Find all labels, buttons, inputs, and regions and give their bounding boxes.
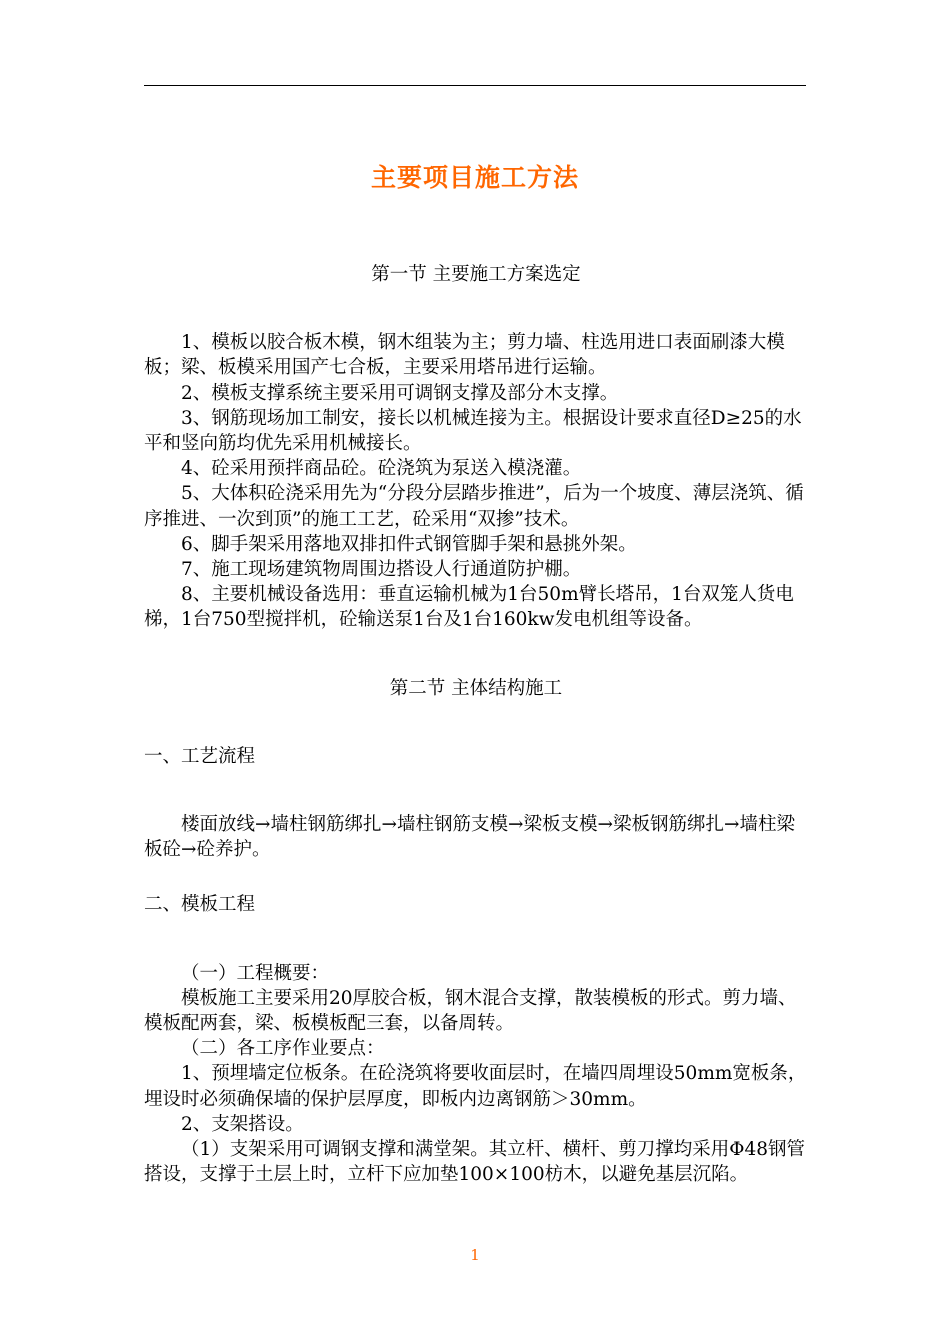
document-body bbox=[144, 262, 808, 1187]
formwork-heading: 二、模板工程 bbox=[144, 894, 256, 916]
section-1-item: 3、钢筋现场加工制安，接长以机械连接为主。根据设计要求直径D≥25的水平和竖向筋均优先采用机械接长。 bbox=[144, 407, 802, 455]
formwork-line: 2、支架搭设。 bbox=[181, 1113, 304, 1135]
document-title: 主要项目施工方法 bbox=[370, 163, 579, 192]
formwork-line: （二）各工序作业要点： bbox=[181, 1038, 385, 1060]
section-1-item: 4、砼采用预拌商品砼。砼浇筑为泵送入模浇灌。 bbox=[181, 458, 582, 480]
formwork-line: 模板施工主要采用20厚胶合板，钢木混合支撑，散装模板的形式。剪力墙、模板配两套，梁、板模板配三套，以备周转。 bbox=[144, 987, 797, 1035]
formwork-line: （一）工程概要： bbox=[181, 962, 330, 984]
page-number: 1 bbox=[470, 1246, 480, 1264]
formwork-line: （1）支架采用可调钢支撑和满堂架。其立杆、横杆、剪刀撑均采用Φ48钢管搭设，支撑于土层上时，立杆下应加垫100×100枋木，以避免基层沉陷。 bbox=[144, 1139, 805, 1186]
section-2-heading: 第二节 主体结构施工 bbox=[389, 677, 563, 699]
section-1-item: 8、主要机械设备选用：垂直运输机械为1台50m臂长塔吊，1台双笼人货电梯，1台750型搅拌机，砼输送泵1台及1台160kw发电机组等设备。 bbox=[144, 584, 794, 631]
section-1-item: 7、施工现场建筑物周围边搭设人行通道防护棚。 bbox=[181, 559, 582, 581]
process-flow-heading: 一、工艺流程 bbox=[144, 745, 256, 767]
section-1-heading: 第一节 主要施工方案选定 bbox=[371, 264, 581, 285]
process-flow-text: 楼面放线→墙柱钢筋绑扎→墙柱钢筋支模→梁板支模→梁板钢筋绑扎→墙柱梁板砼→砼养护。 bbox=[144, 814, 796, 861]
section-1-item: 5、大体积砼浇采用先为“分段分层踏步推进”，后为一个坡度、薄层浇筑、循序推进、一次到顶”的施工工艺，砼采用“双掺”技术。 bbox=[144, 483, 804, 530]
section-1-item: 2、模板支撑系统主要采用可调钢支撑及部分木支撑。 bbox=[181, 382, 619, 404]
section-1-item: 1、模板以胶合板木模，钢木组装为主；剪力墙、柱选用进口表面刷漆大模板；梁、板模采用国产七合板，主要采用塔吊进行运输。 bbox=[144, 332, 785, 379]
section-1-item: 6、脚手架采用落地双排扣件式钢管脚手架和悬挑外架。 bbox=[181, 533, 637, 555]
formwork-line: 1、预埋墙定位板条。在砼浇筑将要收面层时，在墙四周埋设50mm宽板条，埋设时必须确保墙的保护层厚度，即板内边离钢筋＞30mm。 bbox=[144, 1063, 807, 1110]
header-rule bbox=[144, 85, 806, 86]
